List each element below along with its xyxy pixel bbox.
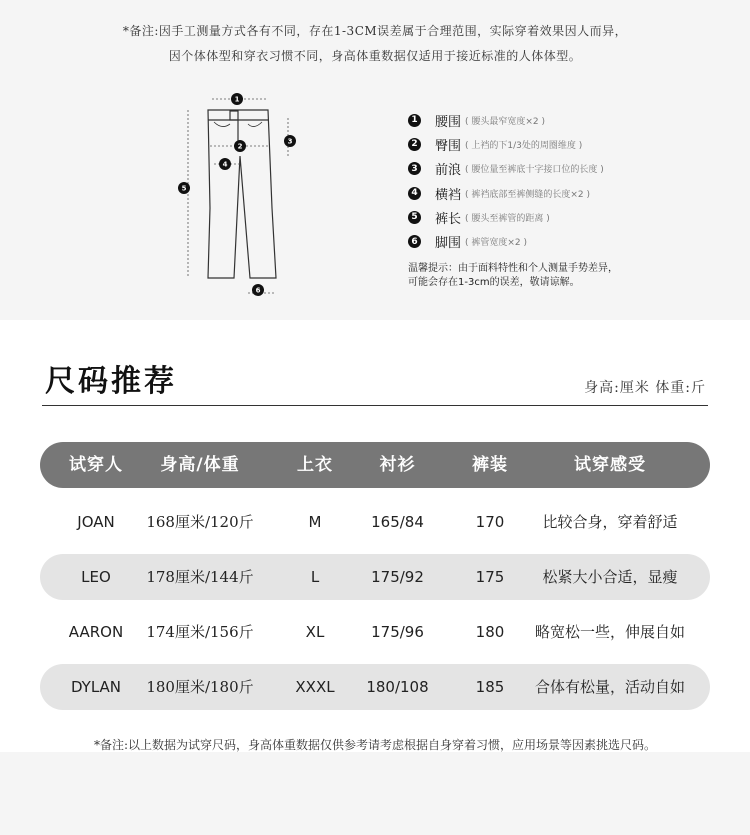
table-header (40, 442, 710, 488)
legend-item (408, 205, 668, 229)
cell-pants: 180 (475, 623, 505, 641)
tip-line-2: 可能会存在1-3cm的误差，敬请谅解。 (408, 277, 580, 288)
legend-name: 前浪 (435, 163, 462, 179)
legend-name: 臀围 (435, 138, 462, 154)
header-feedback: 试穿感受 (574, 455, 646, 475)
table-row (40, 609, 710, 655)
cell-top: XXXL (295, 678, 335, 696)
table-row (40, 499, 710, 545)
table-row (40, 664, 710, 710)
header-height-weight: 身高/体重 (160, 455, 240, 475)
header-shirt: 衬衫 (379, 455, 416, 475)
cell-tester: AARON (68, 623, 124, 641)
cell-feedback: 松紧大小合适，显瘦 (542, 568, 678, 586)
legend-description: ( 腰头至裤管的距离 ) (465, 213, 550, 224)
header-top: 上衣 (297, 455, 333, 475)
legend-description: ( 腰头最窄宽度×2 ) (465, 116, 546, 127)
cell-tester: JOAN (77, 513, 115, 531)
header-tester: 试穿人 (69, 455, 123, 475)
number-badge-icon: 5 (408, 211, 421, 224)
marker-4-label: 4 (222, 160, 228, 169)
measurement-legend (408, 108, 668, 254)
diagram-markers (178, 93, 296, 296)
cell-top: XL (305, 623, 325, 641)
units-label: 身高:厘米 体重:斤 (584, 380, 706, 396)
legend-item (408, 108, 668, 132)
cell-height-weight: 168厘米/120斤 (146, 513, 254, 531)
legend-item (408, 229, 668, 253)
top-note-line-1: *备注:因手工测量方式各有不同，存在1-3CM误差属于合理范围，实际穿着效果因人而异， (122, 24, 628, 38)
cell-top: L (310, 568, 320, 586)
legend-name: 脚围 (435, 236, 462, 252)
cell-pants: 175 (475, 568, 505, 586)
legend-item (408, 181, 668, 205)
cell-height-weight: 180厘米/180斤 (146, 678, 254, 696)
legend-description: ( 裤裆底部至裤侧缝的长度×2 ) (465, 189, 591, 200)
cell-shirt: 165/84 (371, 513, 424, 531)
number-badge-icon: 4 (408, 187, 421, 200)
cell-height-weight: 174厘米/156斤 (146, 623, 254, 641)
marker-5-label: 5 (181, 184, 187, 193)
number-badge-icon: 2 (408, 138, 421, 151)
top-note-line-2: 因个体体型和穿衣习惯不同，身高体重数据仅适用于接近标准的人体体型。 (168, 49, 582, 63)
cell-top: M (308, 513, 322, 531)
pants-measurement-diagram (170, 88, 310, 303)
legend-description: ( 裤管宽度×2 ) (465, 238, 528, 249)
marker-3-label: 3 (287, 137, 293, 146)
tip-line-1: 温馨提示：由于面料特性和个人测量手势差异， (408, 263, 618, 274)
legend-item (408, 132, 668, 156)
number-badge-icon: 6 (408, 235, 421, 248)
cell-shirt: 180/108 (366, 678, 429, 696)
bottom-background (0, 752, 750, 835)
cell-feedback: 合体有松量，活动自如 (534, 678, 685, 696)
table-row (40, 554, 710, 600)
legend-name: 横裆 (435, 187, 462, 203)
legend-description: ( 上裆的下1/3处的周圈维度 ) (465, 140, 583, 151)
cell-pants: 170 (475, 513, 505, 531)
legend-name: 腰围 (435, 114, 462, 130)
header-pants: 裤装 (472, 455, 508, 475)
cell-tester: LEO (81, 568, 111, 586)
measurement-tip (408, 262, 618, 290)
marker-1-label: 1 (234, 95, 240, 104)
cell-shirt: 175/92 (371, 568, 424, 586)
legend-description: ( 腰位量至裤底十字接口位的长度 ) (465, 165, 604, 176)
marker-2-label: 2 (237, 142, 243, 151)
cell-feedback: 比较合身，穿着舒适 (542, 513, 678, 531)
pants-outline-icon (208, 110, 276, 278)
section-divider (42, 405, 708, 406)
bottom-note: *备注:以上数据为试穿尺码，身高体重数据仅供参考请考虑根据自身穿着习惯，应用场景等因素挑选尺码。 (93, 738, 657, 752)
number-badge-icon: 3 (408, 162, 421, 175)
cell-height-weight: 178厘米/144斤 (146, 568, 254, 586)
cell-feedback: 略宽松一些，伸展自如 (534, 623, 685, 641)
legend-item (408, 157, 668, 181)
cell-shirt: 175/96 (371, 623, 424, 641)
section-title: 尺码推荐 (45, 364, 177, 399)
number-badge-icon: 1 (408, 114, 421, 127)
cell-pants: 185 (475, 678, 505, 696)
legend-name: 裤长 (435, 211, 462, 227)
cell-tester: DYLAN (70, 678, 122, 696)
marker-6-label: 6 (255, 286, 261, 295)
